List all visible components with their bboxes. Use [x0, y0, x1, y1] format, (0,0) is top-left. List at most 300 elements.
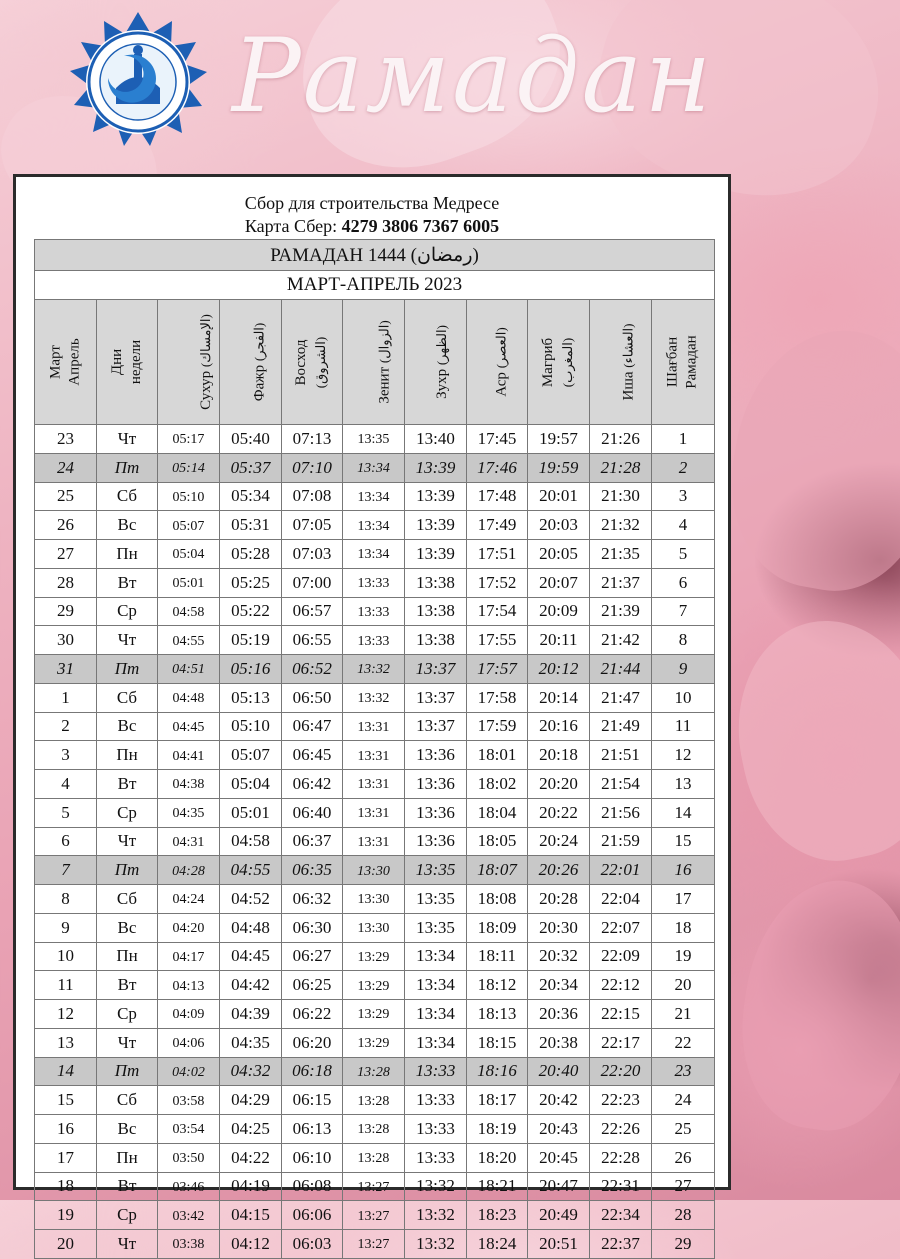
suhur-cell: 04:55 [158, 626, 220, 655]
sunrise-cell: 06:55 [282, 626, 343, 655]
sunrise-cell: 07:05 [282, 511, 343, 540]
weekday-cell: Пт [97, 655, 158, 684]
asr-cell: 18:15 [467, 1028, 528, 1057]
zuhr-cell: 13:35 [405, 913, 467, 942]
maghrib-cell: 20:40 [528, 1057, 590, 1086]
asr-cell: 18:07 [467, 856, 528, 885]
date-cell: 9 [35, 913, 97, 942]
weekday-cell: Вс [97, 1115, 158, 1144]
table-row [35, 1172, 715, 1201]
card-number: 4279 3806 7367 6005 [341, 216, 500, 236]
weekday-cell: Вс [97, 511, 158, 540]
date-cell: 28 [35, 568, 97, 597]
maghrib-cell: 20:24 [528, 827, 590, 856]
sunrise-cell: 06:22 [282, 1000, 343, 1029]
zenith-cell: 13:27 [343, 1230, 405, 1259]
weekday-cell: Вт [97, 568, 158, 597]
asr-cell: 18:05 [467, 827, 528, 856]
ramadan-day-cell: 8 [652, 626, 715, 655]
zenith-cell: 13:29 [343, 971, 405, 1000]
date-cell: 18 [35, 1172, 97, 1201]
sunrise-cell: 06:06 [282, 1201, 343, 1230]
maghrib-cell: 20:49 [528, 1201, 590, 1230]
weekday-cell: Вс [97, 913, 158, 942]
fajr-cell: 04:45 [220, 942, 282, 971]
date-cell: 27 [35, 540, 97, 569]
fajr-cell: 04:52 [220, 885, 282, 914]
isha-cell: 22:31 [590, 1172, 652, 1201]
fajr-cell: 04:55 [220, 856, 282, 885]
sunrise-cell: 07:13 [282, 425, 343, 454]
zuhr-cell: 13:36 [405, 798, 467, 827]
date-cell: 24 [35, 453, 97, 482]
fajr-cell: 05:01 [220, 798, 282, 827]
sunrise-cell: 06:15 [282, 1086, 343, 1115]
isha-cell: 22:07 [590, 913, 652, 942]
date-cell: 12 [35, 1000, 97, 1029]
asr-cell: 18:21 [467, 1172, 528, 1201]
fajr-cell: 05:10 [220, 712, 282, 741]
col-isha: Иша (العشاء) [590, 300, 652, 425]
zenith-cell: 13:34 [343, 511, 405, 540]
maghrib-cell: 20:01 [528, 482, 590, 511]
maghrib-cell: 20:47 [528, 1172, 590, 1201]
date-cell: 10 [35, 942, 97, 971]
fajr-cell: 05:25 [220, 568, 282, 597]
date-cell: 2 [35, 712, 97, 741]
fajr-cell: 05:04 [220, 770, 282, 799]
fajr-cell: 05:07 [220, 741, 282, 770]
date-cell: 19 [35, 1201, 97, 1230]
isha-cell: 21:42 [590, 626, 652, 655]
col-ramadan-day: Шағбан Рамадан [652, 300, 715, 425]
suhur-cell: 04:41 [158, 741, 220, 770]
date-cell: 5 [35, 798, 97, 827]
zenith-cell: 13:33 [343, 597, 405, 626]
suhur-cell: 03:54 [158, 1115, 220, 1144]
zuhr-cell: 13:34 [405, 1000, 467, 1029]
prayer-times-table [34, 239, 715, 1259]
zuhr-cell: 13:36 [405, 741, 467, 770]
fajr-cell: 04:39 [220, 1000, 282, 1029]
suhur-cell: 03:50 [158, 1143, 220, 1172]
sunrise-cell: 06:30 [282, 913, 343, 942]
suhur-cell: 04:45 [158, 712, 220, 741]
isha-cell: 22:09 [590, 942, 652, 971]
zuhr-cell: 13:32 [405, 1172, 467, 1201]
zenith-cell: 13:34 [343, 453, 405, 482]
sunrise-cell: 06:08 [282, 1172, 343, 1201]
table-row [35, 942, 715, 971]
date-cell: 23 [35, 425, 97, 454]
ramadan-day-cell: 21 [652, 1000, 715, 1029]
zuhr-cell: 13:34 [405, 1028, 467, 1057]
zenith-cell: 13:31 [343, 798, 405, 827]
isha-cell: 21:59 [590, 827, 652, 856]
table-row [35, 1201, 715, 1230]
sunrise-cell: 07:08 [282, 482, 343, 511]
date-cell: 29 [35, 597, 97, 626]
asr-cell: 18:12 [467, 971, 528, 1000]
suhur-cell: 04:38 [158, 770, 220, 799]
maghrib-cell: 20:42 [528, 1086, 590, 1115]
zuhr-cell: 13:39 [405, 511, 467, 540]
col-weekday: Дни недели [97, 300, 158, 425]
table-row [35, 482, 715, 511]
maghrib-cell: 20:16 [528, 712, 590, 741]
sunrise-cell: 06:42 [282, 770, 343, 799]
zenith-cell: 13:28 [343, 1143, 405, 1172]
weekday-cell: Вт [97, 1172, 158, 1201]
zenith-cell: 13:28 [343, 1057, 405, 1086]
date-cell: 15 [35, 1086, 97, 1115]
isha-cell: 21:49 [590, 712, 652, 741]
suhur-cell: 05:14 [158, 453, 220, 482]
zuhr-cell: 13:38 [405, 626, 467, 655]
col-date: Март Апрель [35, 300, 97, 425]
zuhr-cell: 13:33 [405, 1115, 467, 1144]
date-cell: 31 [35, 655, 97, 684]
col-zenith: Зенит (الزوال) [343, 300, 405, 425]
sunrise-cell: 06:40 [282, 798, 343, 827]
isha-cell: 21:26 [590, 425, 652, 454]
maghrib-cell: 19:59 [528, 453, 590, 482]
fajr-cell: 05:34 [220, 482, 282, 511]
zuhr-cell: 13:34 [405, 942, 467, 971]
ramadan-day-cell: 20 [652, 971, 715, 1000]
maghrib-cell: 20:28 [528, 885, 590, 914]
weekday-cell: Чт [97, 1028, 158, 1057]
suhur-cell: 04:06 [158, 1028, 220, 1057]
zenith-cell: 13:27 [343, 1172, 405, 1201]
suhur-cell: 04:31 [158, 827, 220, 856]
isha-cell: 22:01 [590, 856, 652, 885]
date-cell: 7 [35, 856, 97, 885]
fajr-cell: 04:48 [220, 913, 282, 942]
date-cell: 14 [35, 1057, 97, 1086]
weekday-cell: Сб [97, 885, 158, 914]
zuhr-cell: 13:39 [405, 453, 467, 482]
maghrib-cell: 20:18 [528, 741, 590, 770]
ramadan-day-cell: 3 [652, 482, 715, 511]
suhur-cell: 04:09 [158, 1000, 220, 1029]
suhur-cell: 03:46 [158, 1172, 220, 1201]
zenith-cell: 13:27 [343, 1201, 405, 1230]
suhur-cell: 04:48 [158, 683, 220, 712]
weekday-cell: Ср [97, 597, 158, 626]
asr-cell: 18:17 [467, 1086, 528, 1115]
weekday-cell: Вс [97, 712, 158, 741]
column-headers [35, 300, 715, 425]
maghrib-cell: 20:09 [528, 597, 590, 626]
table-row [35, 741, 715, 770]
fajr-cell: 04:15 [220, 1201, 282, 1230]
maghrib-cell: 20:03 [528, 511, 590, 540]
suhur-cell: 04:17 [158, 942, 220, 971]
maghrib-cell: 20:32 [528, 942, 590, 971]
zenith-cell: 13:32 [343, 683, 405, 712]
date-cell: 16 [35, 1115, 97, 1144]
weekday-cell: Ср [97, 798, 158, 827]
asr-cell: 17:52 [467, 568, 528, 597]
ramadan-day-cell: 1 [652, 425, 715, 454]
sunrise-cell: 07:03 [282, 540, 343, 569]
weekday-cell: Пн [97, 741, 158, 770]
zenith-cell: 13:30 [343, 885, 405, 914]
fajr-cell: 05:16 [220, 655, 282, 684]
weekday-cell: Чт [97, 1230, 158, 1259]
timetable-card [13, 174, 731, 1253]
date-cell: 25 [35, 482, 97, 511]
ramadan-day-cell: 15 [652, 827, 715, 856]
isha-cell: 21:35 [590, 540, 652, 569]
maghrib-cell: 19:57 [528, 425, 590, 454]
ramadan-day-cell: 29 [652, 1230, 715, 1259]
maghrib-cell: 20:05 [528, 540, 590, 569]
date-cell: 30 [35, 626, 97, 655]
zuhr-cell: 13:37 [405, 683, 467, 712]
ramadan-day-cell: 24 [652, 1086, 715, 1115]
suhur-cell: 05:17 [158, 425, 220, 454]
suhur-cell: 05:04 [158, 540, 220, 569]
asr-cell: 17:57 [467, 655, 528, 684]
zenith-cell: 13:31 [343, 827, 405, 856]
suhur-cell: 05:10 [158, 482, 220, 511]
table-row [35, 425, 715, 454]
zuhr-cell: 13:39 [405, 482, 467, 511]
ramadan-day-cell: 4 [652, 511, 715, 540]
asr-cell: 18:19 [467, 1115, 528, 1144]
ramadan-day-cell: 11 [652, 712, 715, 741]
suhur-cell: 04:13 [158, 971, 220, 1000]
sunrise-cell: 06:03 [282, 1230, 343, 1259]
weekday-cell: Ср [97, 1000, 158, 1029]
isha-cell: 21:44 [590, 655, 652, 684]
asr-cell: 18:04 [467, 798, 528, 827]
ramadan-day-cell: 6 [652, 568, 715, 597]
sunrise-cell: 06:57 [282, 597, 343, 626]
asr-cell: 18:09 [467, 913, 528, 942]
sunrise-cell: 06:47 [282, 712, 343, 741]
isha-cell: 22:37 [590, 1230, 652, 1259]
zenith-cell: 13:28 [343, 1115, 405, 1144]
isha-cell: 21:30 [590, 482, 652, 511]
zuhr-cell: 13:32 [405, 1230, 467, 1259]
zuhr-cell: 13:32 [405, 1201, 467, 1230]
isha-cell: 22:28 [590, 1143, 652, 1172]
weekday-cell: Ср [97, 1201, 158, 1230]
maghrib-cell: 20:26 [528, 856, 590, 885]
table-row [35, 568, 715, 597]
zenith-cell: 13:29 [343, 942, 405, 971]
asr-cell: 17:58 [467, 683, 528, 712]
card-line [16, 216, 728, 237]
isha-cell: 22:04 [590, 885, 652, 914]
weekday-cell: Пт [97, 856, 158, 885]
asr-cell: 17:49 [467, 511, 528, 540]
asr-cell: 18:13 [467, 1000, 528, 1029]
isha-cell: 21:47 [590, 683, 652, 712]
ramadan-day-cell: 5 [652, 540, 715, 569]
table-row [35, 1230, 715, 1259]
asr-cell: 18:11 [467, 942, 528, 971]
page-title: Рамадан [232, 17, 714, 136]
fundraising-line: Сбор для строительства Медресе [244, 193, 500, 213]
zuhr-cell: 13:37 [405, 712, 467, 741]
asr-cell: 17:59 [467, 712, 528, 741]
col-maghrib: Магриб (المغرب) [528, 300, 590, 425]
fajr-cell: 04:58 [220, 827, 282, 856]
weekday-cell: Вт [97, 770, 158, 799]
table-row [35, 827, 715, 856]
sunrise-cell: 06:50 [282, 683, 343, 712]
maghrib-cell: 20:11 [528, 626, 590, 655]
maghrib-cell: 20:30 [528, 913, 590, 942]
fajr-cell: 04:19 [220, 1172, 282, 1201]
table-row [35, 1143, 715, 1172]
zenith-cell: 13:31 [343, 770, 405, 799]
ramadan-day-cell: 18 [652, 913, 715, 942]
suhur-cell: 04:58 [158, 597, 220, 626]
table-row [35, 655, 715, 684]
weekday-cell: Пн [97, 1143, 158, 1172]
suhur-cell: 04:28 [158, 856, 220, 885]
period-banner: МАРТ-АПРЕЛЬ 2023 [35, 271, 715, 300]
fajr-cell: 05:37 [220, 453, 282, 482]
maghrib-cell: 20:36 [528, 1000, 590, 1029]
table-row [35, 1115, 715, 1144]
weekday-cell: Чт [97, 626, 158, 655]
sunrise-cell: 06:37 [282, 827, 343, 856]
maghrib-cell: 20:22 [528, 798, 590, 827]
asr-cell: 17:51 [467, 540, 528, 569]
table-row [35, 540, 715, 569]
suhur-cell: 04:35 [158, 798, 220, 827]
ramadan-day-cell: 19 [652, 942, 715, 971]
fajr-cell: 04:29 [220, 1086, 282, 1115]
date-cell: 4 [35, 770, 97, 799]
date-cell: 6 [35, 827, 97, 856]
ramadan-day-cell: 27 [652, 1172, 715, 1201]
table-row [35, 1000, 715, 1029]
maghrib-cell: 20:43 [528, 1115, 590, 1144]
asr-cell: 18:23 [467, 1201, 528, 1230]
weekday-cell: Пт [97, 453, 158, 482]
zenith-cell: 13:30 [343, 856, 405, 885]
sunrise-cell: 06:32 [282, 885, 343, 914]
ramadan-day-cell: 26 [652, 1143, 715, 1172]
sunrise-cell: 06:18 [282, 1057, 343, 1086]
weekday-cell: Сб [97, 482, 158, 511]
col-fajr: Фажр (الفجر) [220, 300, 282, 425]
col-asr: Аср (العصر) [467, 300, 528, 425]
fajr-cell: 04:22 [220, 1143, 282, 1172]
asr-cell: 18:16 [467, 1057, 528, 1086]
isha-cell: 22:20 [590, 1057, 652, 1086]
date-cell: 11 [35, 971, 97, 1000]
isha-cell: 21:51 [590, 741, 652, 770]
sunrise-cell: 06:10 [282, 1143, 343, 1172]
ramadan-day-cell: 22 [652, 1028, 715, 1057]
sunrise-cell: 06:35 [282, 856, 343, 885]
zenith-cell: 13:29 [343, 1000, 405, 1029]
ramadan-day-cell: 10 [652, 683, 715, 712]
zuhr-cell: 13:33 [405, 1143, 467, 1172]
isha-cell: 21:54 [590, 770, 652, 799]
suhur-cell: 04:02 [158, 1057, 220, 1086]
date-cell: 26 [35, 511, 97, 540]
sunrise-cell: 06:45 [282, 741, 343, 770]
date-cell: 3 [35, 741, 97, 770]
ramadan-banner: РАМАДАН 1444 (رمضان) [35, 240, 715, 271]
table-row [35, 971, 715, 1000]
zuhr-cell: 13:33 [405, 1086, 467, 1115]
zenith-cell: 13:35 [343, 425, 405, 454]
isha-cell: 22:15 [590, 1000, 652, 1029]
weekday-cell: Пн [97, 540, 158, 569]
asr-cell: 17:54 [467, 597, 528, 626]
zuhr-cell: 13:34 [405, 971, 467, 1000]
zuhr-cell: 13:40 [405, 425, 467, 454]
isha-cell: 22:17 [590, 1028, 652, 1057]
zenith-cell: 13:33 [343, 626, 405, 655]
table-row [35, 683, 715, 712]
fajr-cell: 05:40 [220, 425, 282, 454]
zuhr-cell: 13:38 [405, 568, 467, 597]
asr-cell: 17:55 [467, 626, 528, 655]
fajr-cell: 05:13 [220, 683, 282, 712]
col-suhur: Сухур (الإمساك) [158, 300, 220, 425]
table-row [35, 856, 715, 885]
table-row [35, 1028, 715, 1057]
zenith-cell: 13:32 [343, 655, 405, 684]
asr-cell: 17:46 [467, 453, 528, 482]
zenith-cell: 13:28 [343, 1086, 405, 1115]
zenith-cell: 13:34 [343, 482, 405, 511]
maghrib-cell: 20:14 [528, 683, 590, 712]
maghrib-cell: 20:12 [528, 655, 590, 684]
sunrise-cell: 06:20 [282, 1028, 343, 1057]
maghrib-cell: 20:07 [528, 568, 590, 597]
ramadan-day-cell: 25 [652, 1115, 715, 1144]
zenith-cell: 13:31 [343, 741, 405, 770]
asr-cell: 17:48 [467, 482, 528, 511]
sunrise-cell: 06:52 [282, 655, 343, 684]
zuhr-cell: 13:37 [405, 655, 467, 684]
table-row [35, 712, 715, 741]
suhur-cell: 04:51 [158, 655, 220, 684]
maghrib-cell: 20:34 [528, 971, 590, 1000]
fajr-cell: 04:12 [220, 1230, 282, 1259]
asr-cell: 18:08 [467, 885, 528, 914]
sunrise-cell: 06:13 [282, 1115, 343, 1144]
suhur-cell: 05:07 [158, 511, 220, 540]
asr-cell: 18:01 [467, 741, 528, 770]
asr-cell: 18:02 [467, 770, 528, 799]
isha-cell: 21:39 [590, 597, 652, 626]
weekday-cell: Пт [97, 1057, 158, 1086]
zuhr-cell: 13:36 [405, 827, 467, 856]
ramadan-day-cell: 23 [652, 1057, 715, 1086]
table-row [35, 626, 715, 655]
fajr-cell: 04:35 [220, 1028, 282, 1057]
weekday-cell: Чт [97, 827, 158, 856]
sunrise-cell: 06:27 [282, 942, 343, 971]
background-petal [728, 869, 900, 1140]
ramadan-day-cell: 9 [652, 655, 715, 684]
asr-cell: 18:20 [467, 1143, 528, 1172]
suhur-cell: 03:38 [158, 1230, 220, 1259]
